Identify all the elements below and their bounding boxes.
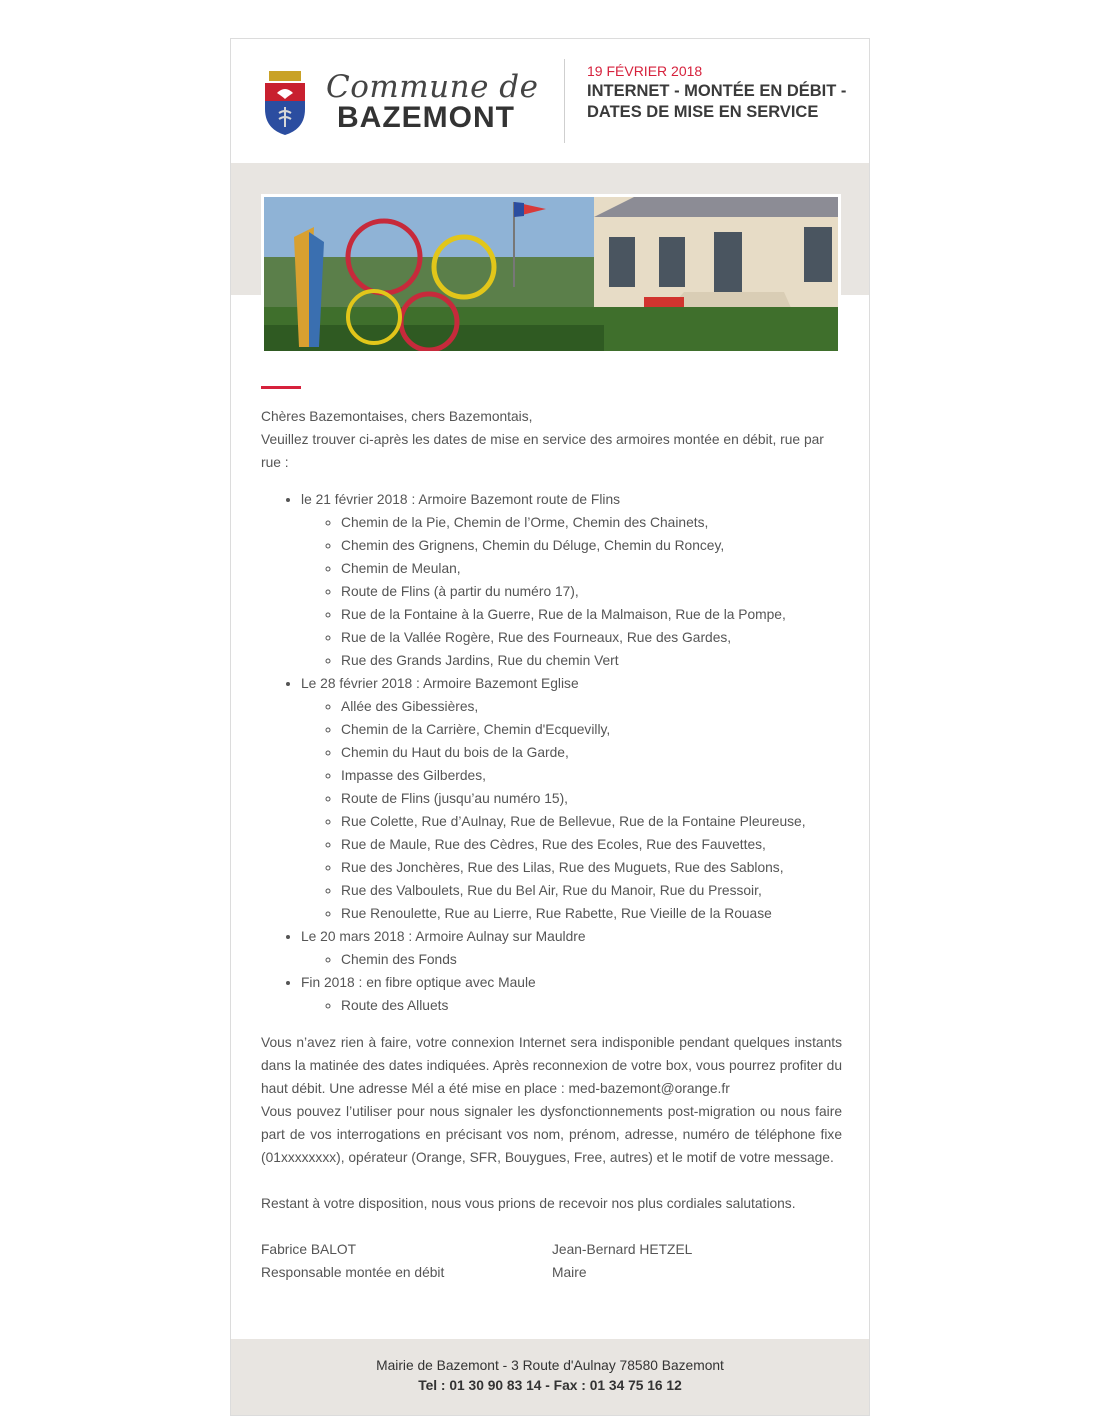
street-item: ◦ Rue Renoulette, Rue au Lierre, Rue Rabette, Rue Vieille de la Rouase — [341, 902, 842, 925]
street-item: ◦ Rue des Valboulets, Rue du Bel Air, Rue du Manoir, Rue du Pressoir, — [341, 879, 842, 902]
signature-right — [552, 1238, 692, 1284]
street-item: ◦ Route des Alluets — [341, 994, 842, 1017]
schedule-item — [301, 925, 842, 971]
street-item: ◦ Route de Flins (à partir du numéro 17), — [341, 580, 842, 603]
signature-left — [261, 1238, 444, 1284]
signatory-role: Maire — [552, 1265, 587, 1280]
street-item: ◦ Rue de la Vallée Rogère, Rue des Fourneaux, Rue des Gardes, — [341, 626, 842, 649]
street-list — [301, 695, 842, 925]
schedule-label: Le 28 février 2018 : Armoire Bazemont Eglise — [301, 676, 579, 691]
schedule-label: le 21 février 2018 : Armoire Bazemont route de Flins — [301, 492, 621, 507]
header-divider — [564, 59, 565, 143]
coat-of-arms-icon — [261, 67, 309, 137]
intro-lead: Veuillez trouver ci-après les dates de mise en service des armoires montée en débit, rue par rue : — [261, 432, 824, 470]
street-list — [301, 511, 842, 672]
accent-rule — [261, 386, 301, 389]
info-text-1: Vous n’avez rien à faire, votre connexion Internet sera indisponible pendant quelques instants dans la matinée des dates indiquées. Après reconnexion de votre box, vous pourrez profiter du haut débit. Une adresse Mél a été mise en place : med-bazemont@orange.fr — [261, 1035, 842, 1096]
street-item: ◦ Route de Flins (jusqu’au numéro 15), — [341, 787, 842, 810]
street-item: ◦ Allée des Gibessières, — [341, 695, 842, 718]
info-paragraph — [261, 1031, 842, 1100]
town-hall-bicycles-image — [264, 197, 838, 351]
schedule-item — [301, 488, 842, 672]
newsletter-header — [231, 39, 869, 163]
street-item: ◦ Chemin des Grignens, Chemin du Déluge, Chemin du Roncey, — [341, 534, 842, 557]
schedule-list — [261, 488, 842, 1017]
street-item: ◦ Chemin de Meulan, — [341, 557, 842, 580]
street-item: ◦ Chemin des Fonds — [341, 948, 842, 971]
schedule-label: Le 20 mars 2018 : Armoire Aulnay sur Mauldre — [301, 929, 586, 944]
logo-commune-name: BAZEMONT — [337, 101, 515, 134]
signatory-role: Responsable montée en débit — [261, 1265, 445, 1280]
closing-text: Restant à votre disposition, nous vous prions de recevoir nos plus cordiales salutations. — [261, 1196, 796, 1211]
signatory-name: Jean-Bernard HETZEL — [552, 1242, 693, 1257]
footer-address: Mairie de Bazemont - 3 Route d'Aulnay 78580 Bazemont — [376, 1358, 724, 1373]
street-item: ◦ Chemin de la Pie, Chemin de l’Orme, Chemin des Chainets, — [341, 511, 842, 534]
hero-photo — [261, 194, 841, 354]
schedule-item — [301, 971, 842, 1017]
schedule-label: Fin 2018 : en fibre optique avec Maule — [301, 975, 536, 990]
street-item: ◦ Chemin du Haut du bois de la Garde, — [341, 741, 842, 764]
street-list — [301, 948, 842, 971]
newsletter-body — [261, 405, 842, 1284]
street-item: ◦ Rue Colette, Rue d’Aulnay, Rue de Bellevue, Rue de la Fontaine Pleureuse, — [341, 810, 842, 833]
street-item: ◦ Chemin de la Carrière, Chemin d'Ecquevilly, — [341, 718, 842, 741]
newsletter-footer — [231, 1339, 869, 1415]
info-paragraph — [261, 1100, 842, 1169]
street-item: ◦ Rue de Maule, Rue des Cèdres, Rue des Ecoles, Rue des Fauvettes, — [341, 833, 842, 856]
publication-date: 19 FÉVRIER 2018 — [587, 63, 703, 79]
signature-block — [261, 1238, 842, 1284]
newsletter-card — [230, 38, 870, 1416]
greeting: Chères Bazemontaises, chers Bazemontais, — [261, 409, 533, 424]
schedule-item — [301, 672, 842, 925]
street-list — [301, 994, 842, 1017]
info-text-2: Vous pouvez l’utiliser pour nous signaler les dysfonctionnements post-migration ou nous faire part de vos interrogations en précisant vos nom, prénom, adresse, numéro de téléphone fixe (01xxxxxxxx), opérateur (Orange, SFR, Bouygues, Free, autres) et le motif de votre message. — [261, 1104, 842, 1165]
street-item: ◦ Rue de la Fontaine à la Guerre, Rue de la Malmaison, Rue de la Pompe, — [341, 603, 842, 626]
newsletter-title: INTERNET - MONTÉE EN DÉBIT - DATES DE MISE EN SERVICE — [587, 82, 847, 121]
signatory-name: Fabrice BALOT — [261, 1242, 357, 1257]
street-item: ◦ Rue des Grands Jardins, Rue du chemin Vert — [341, 649, 842, 672]
street-item: ◦ Rue des Jonchères, Rue des Lilas, Rue des Muguets, Rue des Sablons, — [341, 856, 842, 879]
footer-phone: Tel : 01 30 90 83 14 - Fax : 01 34 75 16 12 — [418, 1378, 682, 1393]
street-item: ◦ Impasse des Gilberdes, — [341, 764, 842, 787]
logo-script-text: Commune de — [326, 69, 539, 105]
